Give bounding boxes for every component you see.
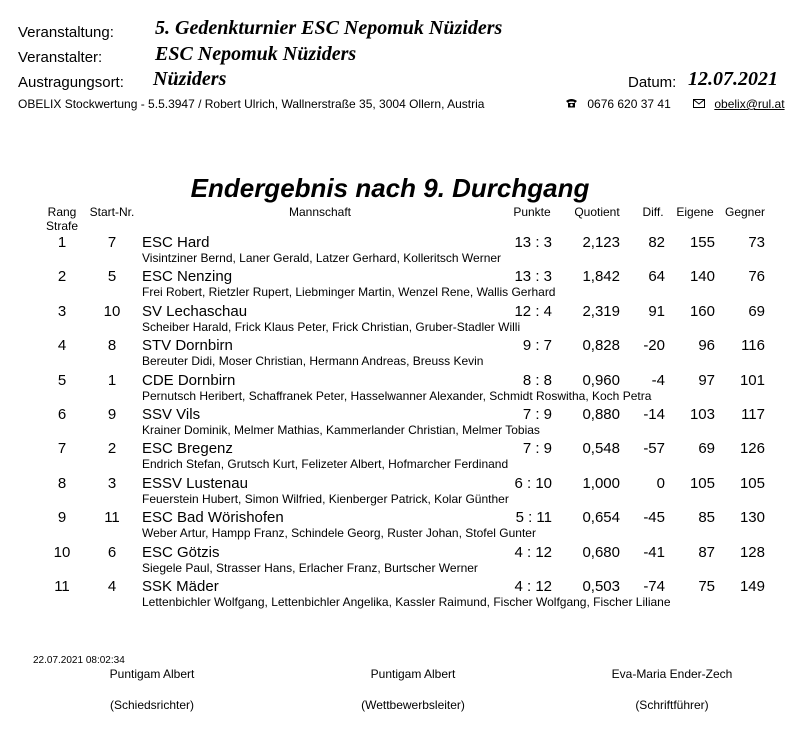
- event-label: Veranstaltung:: [18, 24, 114, 41]
- table-row: [0, 268, 800, 302]
- points-cell: 4 : 12: [514, 578, 552, 595]
- team-members: Frei Robert, Rietzler Rupert, Liebminger Martin, Wenzel Rene, Wallis Gerhard: [142, 285, 556, 300]
- opponent-score-cell: 128: [739, 543, 765, 561]
- col-header-strafe: Strafe: [45, 219, 78, 233]
- table-row: [0, 509, 800, 543]
- table-row: [0, 406, 800, 440]
- diff-cell: 91: [648, 302, 665, 320]
- start-number-cell: 11: [104, 509, 120, 527]
- team-members: Feuerstein Hubert, Simon Wilfried, Kienberger Patrick, Kolar Günther: [142, 491, 509, 506]
- quotient-cell: 2,319: [582, 302, 620, 320]
- signature-referee-role: (Schiedsrichter): [109, 698, 195, 712]
- col-header-gegner: Gegner: [724, 205, 766, 219]
- opponent-score-cell: 73: [748, 234, 765, 251]
- date-label: Datum:: [628, 74, 677, 91]
- phone-icon: [565, 97, 578, 111]
- team-members: Siegele Paul, Strasser Hans, Erlacher Franz, Burtscher Werner: [142, 560, 478, 575]
- diff-cell: -57: [643, 440, 665, 458]
- points-cell: 4 : 12: [514, 543, 552, 561]
- team-name: ESC Nenzing: [142, 268, 233, 286]
- points-cell: 9 : 7: [522, 337, 552, 355]
- diff-cell: -4: [651, 371, 665, 389]
- email-link[interactable]: obelix@rul.at: [714, 97, 785, 111]
- own-score-cell: 96: [698, 337, 715, 355]
- team-name: ESC Götzis: [142, 543, 220, 561]
- team-name: SSV Vils: [142, 406, 201, 423]
- quotient-cell: 0,960: [582, 371, 620, 389]
- team-name: ESSV Lustenau: [142, 474, 248, 492]
- table-row: [0, 544, 800, 578]
- team-name: ESC Bregenz: [142, 440, 233, 458]
- diff-cell: 82: [648, 234, 665, 251]
- event-name: 5. Gedenkturnier ESC Nepomuk Nüziders: [155, 17, 503, 39]
- start-number-cell: 3: [107, 474, 117, 492]
- start-number-cell: 5: [107, 268, 117, 286]
- opponent-score-cell: 69: [748, 302, 765, 320]
- team-members: Lettenbichler Wolfgang, Lettenbichler Angelika, Kassler Raimund, Fischer Wolfgang, Fischer Liliane: [142, 595, 671, 609]
- page-title: Endergebnis nach 9. Durchgang: [190, 173, 590, 203]
- signature-secretary-role: (Schriftführer): [635, 698, 709, 712]
- start-number-cell: 9: [107, 406, 117, 423]
- signature-competition-manager-name: Puntigam Albert: [370, 667, 456, 681]
- team-members: Visintziner Bernd, Laner Gerald, Latzer Gerhard, Kolleritsch Werner: [142, 251, 502, 265]
- rank-cell: 5: [57, 371, 67, 389]
- rank-cell: 9: [57, 509, 67, 527]
- col-header-punkte: Punkte: [513, 205, 551, 219]
- table-row: [0, 440, 800, 474]
- rank-cell: 6: [57, 406, 67, 423]
- start-number-cell: 2: [107, 440, 117, 458]
- team-members: Pernutsch Heribert, Schaffranek Peter, Hasselwanner Alexander, Schmidt Roswitha, Koch Petra: [142, 388, 652, 403]
- col-header-eigene: Eigene: [676, 205, 714, 219]
- opponent-score-cell: 116: [741, 337, 765, 355]
- envelope-icon: [693, 97, 705, 111]
- table-row: [0, 337, 800, 371]
- own-score-cell: 155: [689, 234, 715, 251]
- signature-competition-manager-role: (Wettbewerbsleiter): [361, 698, 465, 712]
- diff-cell: -20: [643, 337, 665, 355]
- points-cell: 7 : 9: [522, 440, 552, 458]
- table-row: [0, 234, 800, 268]
- email-contact: [693, 97, 785, 111]
- own-score-cell: 105: [689, 474, 715, 492]
- phone-number: 0676 620 37 41: [587, 97, 671, 111]
- own-score-cell: 97: [698, 371, 715, 389]
- diff-cell: -14: [643, 406, 665, 423]
- team-name: STV Dornbirn: [142, 337, 233, 355]
- points-cell: 13 : 3: [514, 234, 552, 251]
- own-score-cell: 140: [689, 268, 715, 286]
- diff-cell: -45: [643, 509, 665, 527]
- diff-cell: 0: [656, 474, 665, 492]
- opponent-score-cell: 76: [748, 268, 765, 286]
- col-header-start: Start-Nr.: [89, 205, 135, 219]
- diff-cell: -41: [643, 543, 665, 561]
- team-members: Scheiber Harald, Frick Klaus Peter, Frick Christian, Gruber-Stadler Willi: [142, 319, 521, 334]
- table-row: [0, 475, 800, 509]
- team-name: ESC Bad Wörishofen: [142, 509, 284, 527]
- opponent-score-cell: 130: [739, 509, 765, 527]
- own-score-cell: 69: [698, 440, 715, 458]
- rank-cell: 10: [53, 543, 71, 561]
- quotient-cell: 0,503: [582, 578, 620, 595]
- col-header-team: Mannschaft: [288, 205, 352, 219]
- print-timestamp: 22.07.2021 08:02:34: [33, 655, 125, 666]
- points-cell: 13 : 3: [514, 268, 552, 286]
- col-header-quotient: Quotient: [574, 205, 620, 219]
- diff-cell: -74: [643, 578, 665, 595]
- team-members: Krainer Dominik, Melmer Mathias, Kammerlander Christian, Melmer Tobias: [142, 423, 540, 437]
- organizer-label: Veranstalter:: [18, 49, 103, 66]
- quotient-cell: 1,000: [582, 474, 620, 492]
- start-number-cell: 6: [107, 543, 117, 561]
- signature-secretary-name: Eva-Maria Ender-Zech: [611, 667, 733, 681]
- team-name: SSK Mäder: [142, 578, 219, 595]
- software-line: OBELIX Stockwertung - 5.5.3947 / Robert Ulrich, Wallnerstraße 35, 3004 Ollern, Austria: [18, 97, 485, 111]
- table-row: [0, 372, 800, 406]
- team-members: Weber Artur, Hampp Franz, Schindele Georg, Ruster Johan, Stofel Gunter: [142, 526, 536, 541]
- own-score-cell: 103: [689, 406, 715, 423]
- rank-cell: 3: [57, 302, 67, 320]
- col-header-rang: Rang: [47, 205, 77, 219]
- points-cell: 12 : 4: [514, 302, 552, 320]
- quotient-cell: 0,680: [582, 543, 620, 561]
- points-cell: 5 : 11: [515, 509, 552, 527]
- opponent-score-cell: 105: [739, 474, 765, 492]
- rank-cell: 8: [57, 474, 67, 492]
- venue-label: Austragungsort:: [18, 74, 124, 91]
- quotient-cell: 0,654: [582, 509, 620, 527]
- opponent-score-cell: 101: [739, 371, 765, 389]
- own-score-cell: 87: [698, 543, 715, 561]
- quotient-cell: 0,880: [582, 406, 620, 423]
- start-number-cell: 1: [107, 371, 117, 389]
- start-number-cell: 8: [107, 337, 117, 355]
- quotient-cell: 0,828: [582, 337, 620, 355]
- start-number-cell: 10: [103, 302, 121, 320]
- organizer-name: ESC Nepomuk Nüziders: [155, 43, 357, 65]
- team-name: SV Lechaschau: [142, 302, 248, 320]
- opponent-score-cell: 117: [741, 406, 765, 423]
- team-name: CDE Dornbirn: [142, 371, 236, 389]
- own-score-cell: 160: [689, 302, 715, 320]
- rank-cell: 1: [57, 234, 67, 251]
- table-row: [0, 578, 800, 612]
- opponent-score-cell: 126: [739, 440, 765, 458]
- quotient-cell: 0,548: [582, 440, 620, 458]
- table-row: [0, 303, 800, 337]
- phone-contact: [565, 97, 671, 111]
- own-score-cell: 85: [698, 509, 715, 527]
- start-number-cell: 4: [107, 578, 117, 595]
- diff-cell: 64: [648, 268, 665, 286]
- signature-referee-name: Puntigam Albert: [109, 667, 195, 681]
- quotient-cell: 2,123: [582, 234, 620, 251]
- quotient-cell: 1,842: [582, 268, 620, 286]
- own-score-cell: 75: [698, 578, 715, 595]
- rank-cell: 4: [57, 337, 67, 355]
- opponent-score-cell: 149: [739, 578, 765, 595]
- points-cell: 6 : 10: [514, 474, 552, 492]
- date-value: 12.07.2021: [688, 68, 778, 90]
- team-name: ESC Hard: [142, 234, 210, 251]
- rank-cell: 2: [57, 268, 67, 286]
- col-header-diff: Diff.: [642, 205, 664, 219]
- venue-name: Nüziders: [153, 68, 227, 90]
- start-number-cell: 7: [107, 234, 117, 251]
- team-members: Bereuter Didi, Moser Christian, Hermann Andreas, Breuss Kevin: [142, 354, 484, 369]
- points-cell: 7 : 9: [522, 406, 552, 423]
- points-cell: 8 : 8: [522, 371, 552, 389]
- rank-cell: 11: [54, 578, 70, 595]
- team-members: Endrich Stefan, Grutsch Kurt, Felizeter Albert, Hofmarcher Ferdinand: [142, 457, 509, 472]
- rank-cell: 7: [57, 440, 67, 458]
